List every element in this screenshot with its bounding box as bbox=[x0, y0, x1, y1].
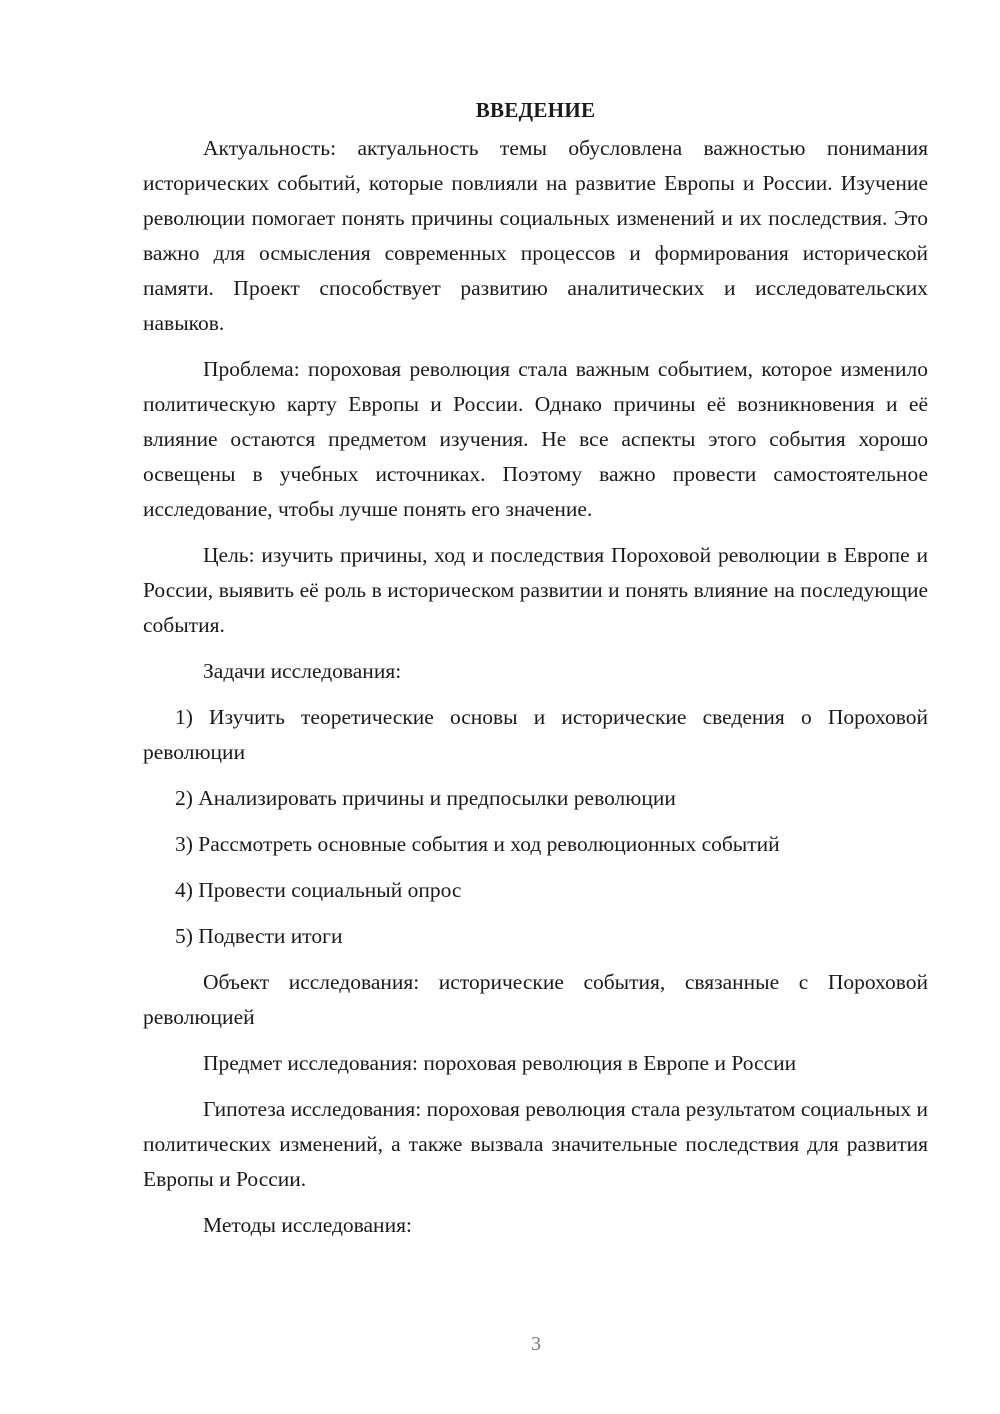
task-item-5: 5) Подвести итоги bbox=[175, 924, 343, 948]
document-page bbox=[143, 95, 928, 1254]
paragraph-subject: Предмет исследования: пороховая революция в Европе и России bbox=[203, 1051, 797, 1075]
methods-heading: Методы исследования: bbox=[203, 1213, 412, 1237]
paragraph-goal: Цель: изучить причины, ход и последствия Пороховой революции в Европе и России, выявить её роль в историческом развитии и понять влияние на последующие события. bbox=[143, 543, 928, 637]
paragraph-hypothesis: Гипотеза исследования: пороховая революция стала результатом социальных и политических изменений, а также вызвала значительные последствия для развития Европы и России. bbox=[143, 1097, 928, 1191]
tasks-heading: Задачи исследования: bbox=[203, 659, 402, 683]
page-title: ВВЕДЕНИЕ bbox=[475, 98, 596, 122]
task-item-1: 1) Изучить теоретические основы и исторические сведения о Пороховой революции bbox=[143, 705, 928, 764]
task-item-3: 3) Рассмотреть основные события и ход революционных событий bbox=[175, 832, 780, 856]
task-item-2: 2) Анализировать причины и предпосылки революции bbox=[175, 786, 676, 810]
page-number: 3 bbox=[531, 1333, 541, 1355]
paragraph-problem: Проблема: пороховая революция стала важным событием, которое изменило политическую карту Европы и России. Однако причины её возникновения и её влияние остаются предметом изучения. Не все аспекты этого события хорошо освещены в учебных источниках. Поэтому важно провести самостоятельное исследование, чтобы лучше понять его значение. bbox=[143, 357, 928, 521]
paragraph-relevance: Актуальность: актуальность темы обусловлена важностью понимания исторических событий, которые повлияли на развитие Европы и России. Изучение революции помогает понять причины социальных изменений и их последствия. Это важно для осмысления современных процессов и формирования исторической памяти. Проект способствует развитию аналитических и исследовательских навыков. bbox=[143, 136, 928, 335]
paragraph-object: Объект исследования: исторические события, связанные с Пороховой революцией bbox=[143, 970, 928, 1029]
task-item-4: 4) Провести социальный опрос bbox=[175, 878, 462, 902]
